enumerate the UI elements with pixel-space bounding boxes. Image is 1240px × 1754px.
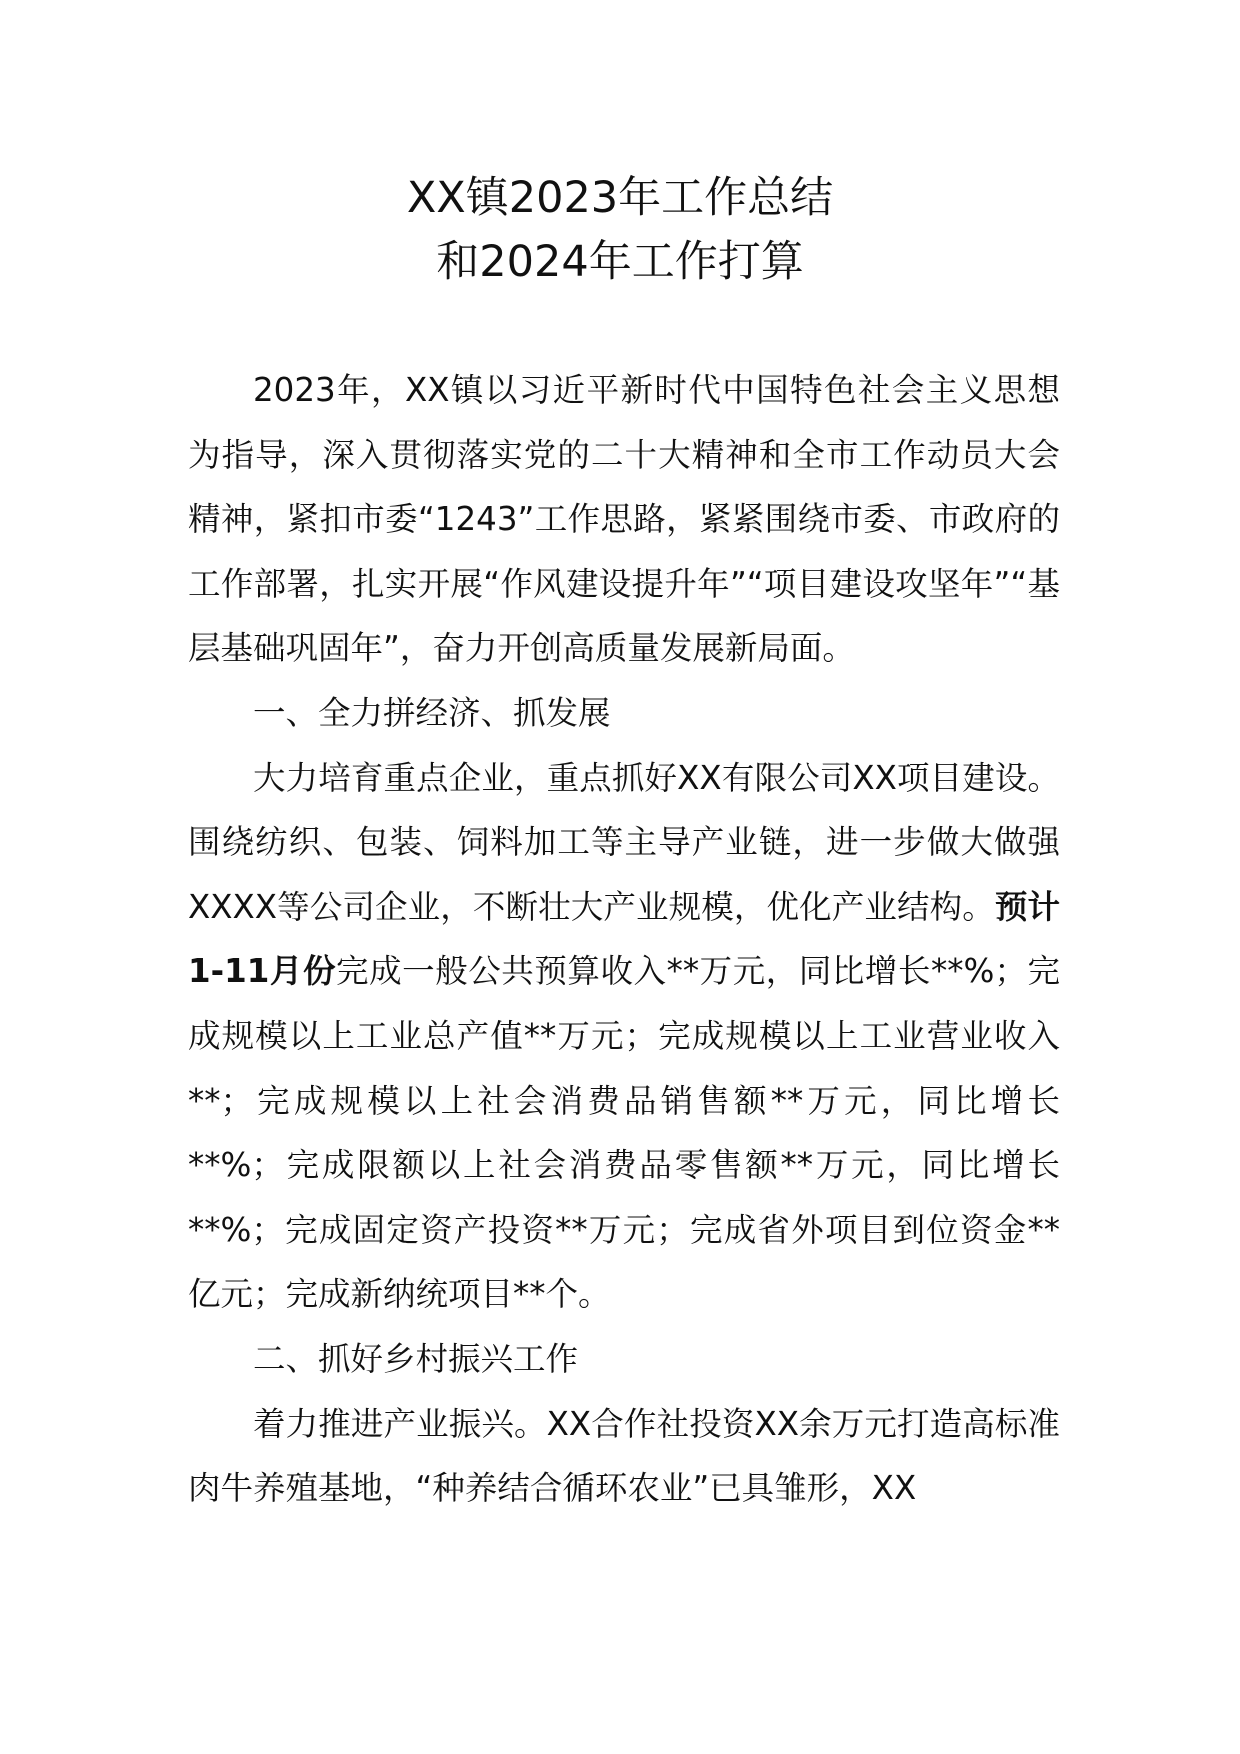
economy-bold-period: 预计1-11月份 [188,887,1060,991]
title-line-2: 和2024年工作打算 [436,237,804,287]
section-heading-2: 二、抓好乡村振兴工作 [253,1339,579,1378]
document-title [0,166,1240,294]
economy-text-before: 大力培育重点企业，重点抓好XX有限公司XX项目建设。围绕纺织、包装、饲料加工等主导产业链，进一步做大做强XXXX等公司企业，不断壮大产业规模，优化产业结构。 [188,758,1060,926]
rural-paragraph: 着力推进产业振兴。XX合作社投资XX余万元打造高标准肉牛养殖基地，“种养结合循环农业”已具雏形，XX [188,1404,1060,1508]
economy-text-after: 完成一般公共预算收入**万元，同比增长**%；完成规模以上工业总产值**万元；完成规模以上工业营业收入**；完成规模以上社会消费品销售额**万元，同比增长**%；完成限额以上社会消费品零售额**万元，同比增长**%；完成固定资产投资**万元；完成省外项目到位资金**亿元；完成新纳统项目**个。 [188,952,1060,1314]
section-heading-1: 一、全力拼经济、抓发展 [253,693,611,732]
economy-paragraph [188,746,1060,1327]
document-body [188,358,1060,1521]
title-line-1: XX镇2023年工作总结 [406,173,834,223]
intro-paragraph: 2023年，XX镇以习近平新时代中国特色社会主义思想为指导，深入贯彻落实党的二十大精神和全市工作动员大会精神，紧扣市委“1243”工作思路，紧紧围绕市委、市政府的工作部署，扎实开展“作风建设提升年”“项目建设攻坚年”“基层基础巩固年”，奋力开创高质量发展新局面。 [188,371,1060,668]
